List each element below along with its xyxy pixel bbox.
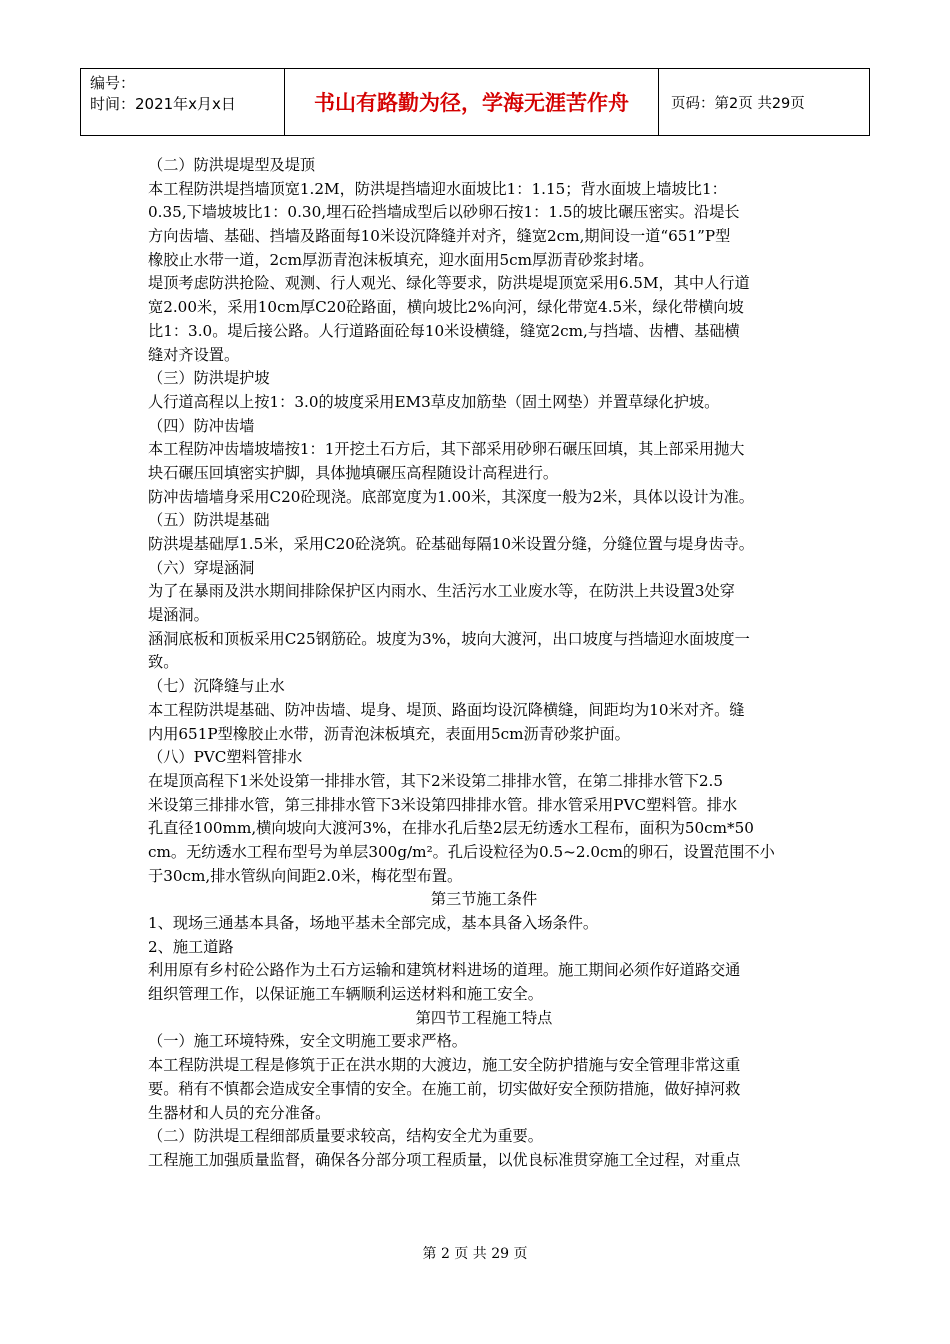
text-line: 本工程防冲齿墙坡墙按1：1开挖土石方后，其下部采用砂卵石碾压回填，其上部采用抛大 <box>148 440 745 459</box>
text-line: 要。稍有不慎都会造成安全事情的安全。在施工前，切实做好安全预防措施，做好掉河救 <box>148 1079 741 1098</box>
text-line: （二）防洪堤工程细部质量要求较高，结构安全尤为重要。 <box>148 1127 543 1146</box>
text-line: 致。 <box>148 653 179 672</box>
text-line: 本工程防洪堤挡墙顶宽1.2M，防洪堤挡墙迎水面坡比1：1.15；背水面坡上墙坡比1： <box>148 179 727 198</box>
document-body <box>148 154 820 1173</box>
text-line: 1、现场三通基本具备，场地平基未全部完成，基本具备入场条件。 <box>148 914 599 932</box>
text-line: cm。无纺透水工程布型号为单层300g/m²。孔后设粒径为0.5~2.0cm的卵石，设置范围不小 <box>148 842 775 861</box>
text-line: 方向齿墙、基础、挡墙及路面每10米设沉降缝并对齐，缝宽2cm,期间设一道“651”P型 <box>148 227 731 246</box>
date-label: 时间：2021年x月x日 <box>90 95 236 113</box>
text-line: 堤顶考虑防洪抢险、观测、行人观光、绿化等要求，防洪堤堤顶宽采用6.5M，其中人行道 <box>148 274 750 293</box>
text-line: 涵洞底板和顶板采用C25钢筋砼。坡度为3%，坡向大渡河，出口坡度与挡墙迎水面坡度一 <box>148 629 750 648</box>
text-line: （四）防冲齿墙 <box>148 416 255 435</box>
section-heading: 第四节工程施工特点 <box>415 1008 553 1027</box>
text-line: 米设第三排排水管，第三排排水管下3米设第四排排水管。排水管采用PVC塑料管。排水 <box>148 795 738 814</box>
text-line: 比1：3.0。堤后接公路。人行道路面砼每10米设横缝，缝宽2cm,与挡墙、齿槽、基础横 <box>148 321 740 340</box>
page-header <box>80 68 870 136</box>
header-page-info: 页码：第2页 共29页 <box>671 95 805 112</box>
text-line: 组织管理工作，以保证施工车辆顺利运送材料和施工安全。 <box>148 985 543 1004</box>
text-line: （三）防洪堤护坡 <box>148 369 270 388</box>
text-line: 缝对齐设置。 <box>148 345 240 364</box>
text-line: 防洪堤基础厚1.5米，采用C20砼浇筑。砼基础每隔10米设置分缝，分缝位置与堤身齿寺。 <box>148 535 754 553</box>
text-line: 橡胶止水带一道，2cm厚沥青泡沫板填充，迎水面用5cm厚沥青砂浆封堵。 <box>148 250 654 269</box>
text-line: （七）沉降缝与止水 <box>148 677 285 696</box>
text-line: 本工程防洪堤基础、防冲齿墙、堤身、堤顶、路面均设沉降横缝，间距均为10米对齐。缝 <box>148 700 745 719</box>
header-motto: 书山有路勤为径，学海无涯苦作舟 <box>285 69 659 135</box>
text-line: 在堤顶高程下1米处设第一排排水管，其下2米设第二排排水管，在第二排排水管下2.5 <box>148 771 724 790</box>
text-line: （二）防洪堤堤型及堤顶 <box>148 156 316 174</box>
code-label: 编号： <box>90 74 136 92</box>
text-line: 人行道高程以上按1：3.0的坡度采用EM3草皮加筋垫（固土网垫）并置草绿化护坡。 <box>148 392 720 411</box>
header-meta <box>81 69 285 135</box>
text-line: （五）防洪堤基础 <box>148 511 270 530</box>
text-line: 0.35,下墙坡坡比1：0.30,埋石砼挡墙成型后以砂卵石按1：1.5的坡比碾压密实。沿堤长 <box>148 203 740 222</box>
text-line: 内用651P型橡胶止水带，沥青泡沫板填充，表面用5cm沥青砂浆护面。 <box>148 724 630 743</box>
text-line: （一）施工环境特殊，安全文明施工要求严格。 <box>148 1032 467 1051</box>
text-line: 为了在暴雨及洪水期间排除保护区内雨水、生活污水工业废水等，在防洪上共设置3处穿 <box>148 582 735 601</box>
text-line: 防冲齿墙墙身采用C20砼现浇。底部宽度为1.00米，其深度一般为2米，具体以设计为准。 <box>148 487 754 506</box>
text-line: 2、施工道路 <box>148 937 234 956</box>
text-line: 于30cm,排水管纵向间距2.0米，梅花型布置。 <box>148 866 463 885</box>
text-line: （八）PVC塑料管排水 <box>148 748 303 767</box>
text-line: 宽2.00米，采用10cm厚C20砼路面，横向坡比2%向河，绿化带宽4.5米，绿化带横向坡 <box>148 298 744 317</box>
text-line: 块石碾压回填密实护脚，具体抛填碾压高程随设计高程进行。 <box>148 463 559 482</box>
page-footer: 第 2 页 共 29 页 <box>422 1246 528 1262</box>
text-line: 堤涵洞。 <box>148 606 209 625</box>
text-line: 生器材和人员的充分准备。 <box>148 1103 331 1122</box>
text-line: 本工程防洪堤工程是修筑于正在洪水期的大渡边，施工安全防护措施与安全管理非常这重 <box>148 1056 741 1075</box>
text-line: 孔直径100mm,横向坡向大渡河3%，在排水孔后垫2层无纺透水工程布，面积为50cm*50 <box>148 819 754 838</box>
text-line: 利用原有乡村砼公路作为土石方运输和建筑材料进场的道理。施工期间必须作好道路交通 <box>148 961 741 980</box>
text-line: 工程施工加强质量监督，确保各分部分项工程质量，以优良标准贯穿施工全过程，对重点 <box>148 1150 741 1169</box>
section-heading: 第三节施工条件 <box>430 890 538 909</box>
text-line: （六）穿堤涵洞 <box>148 558 255 577</box>
